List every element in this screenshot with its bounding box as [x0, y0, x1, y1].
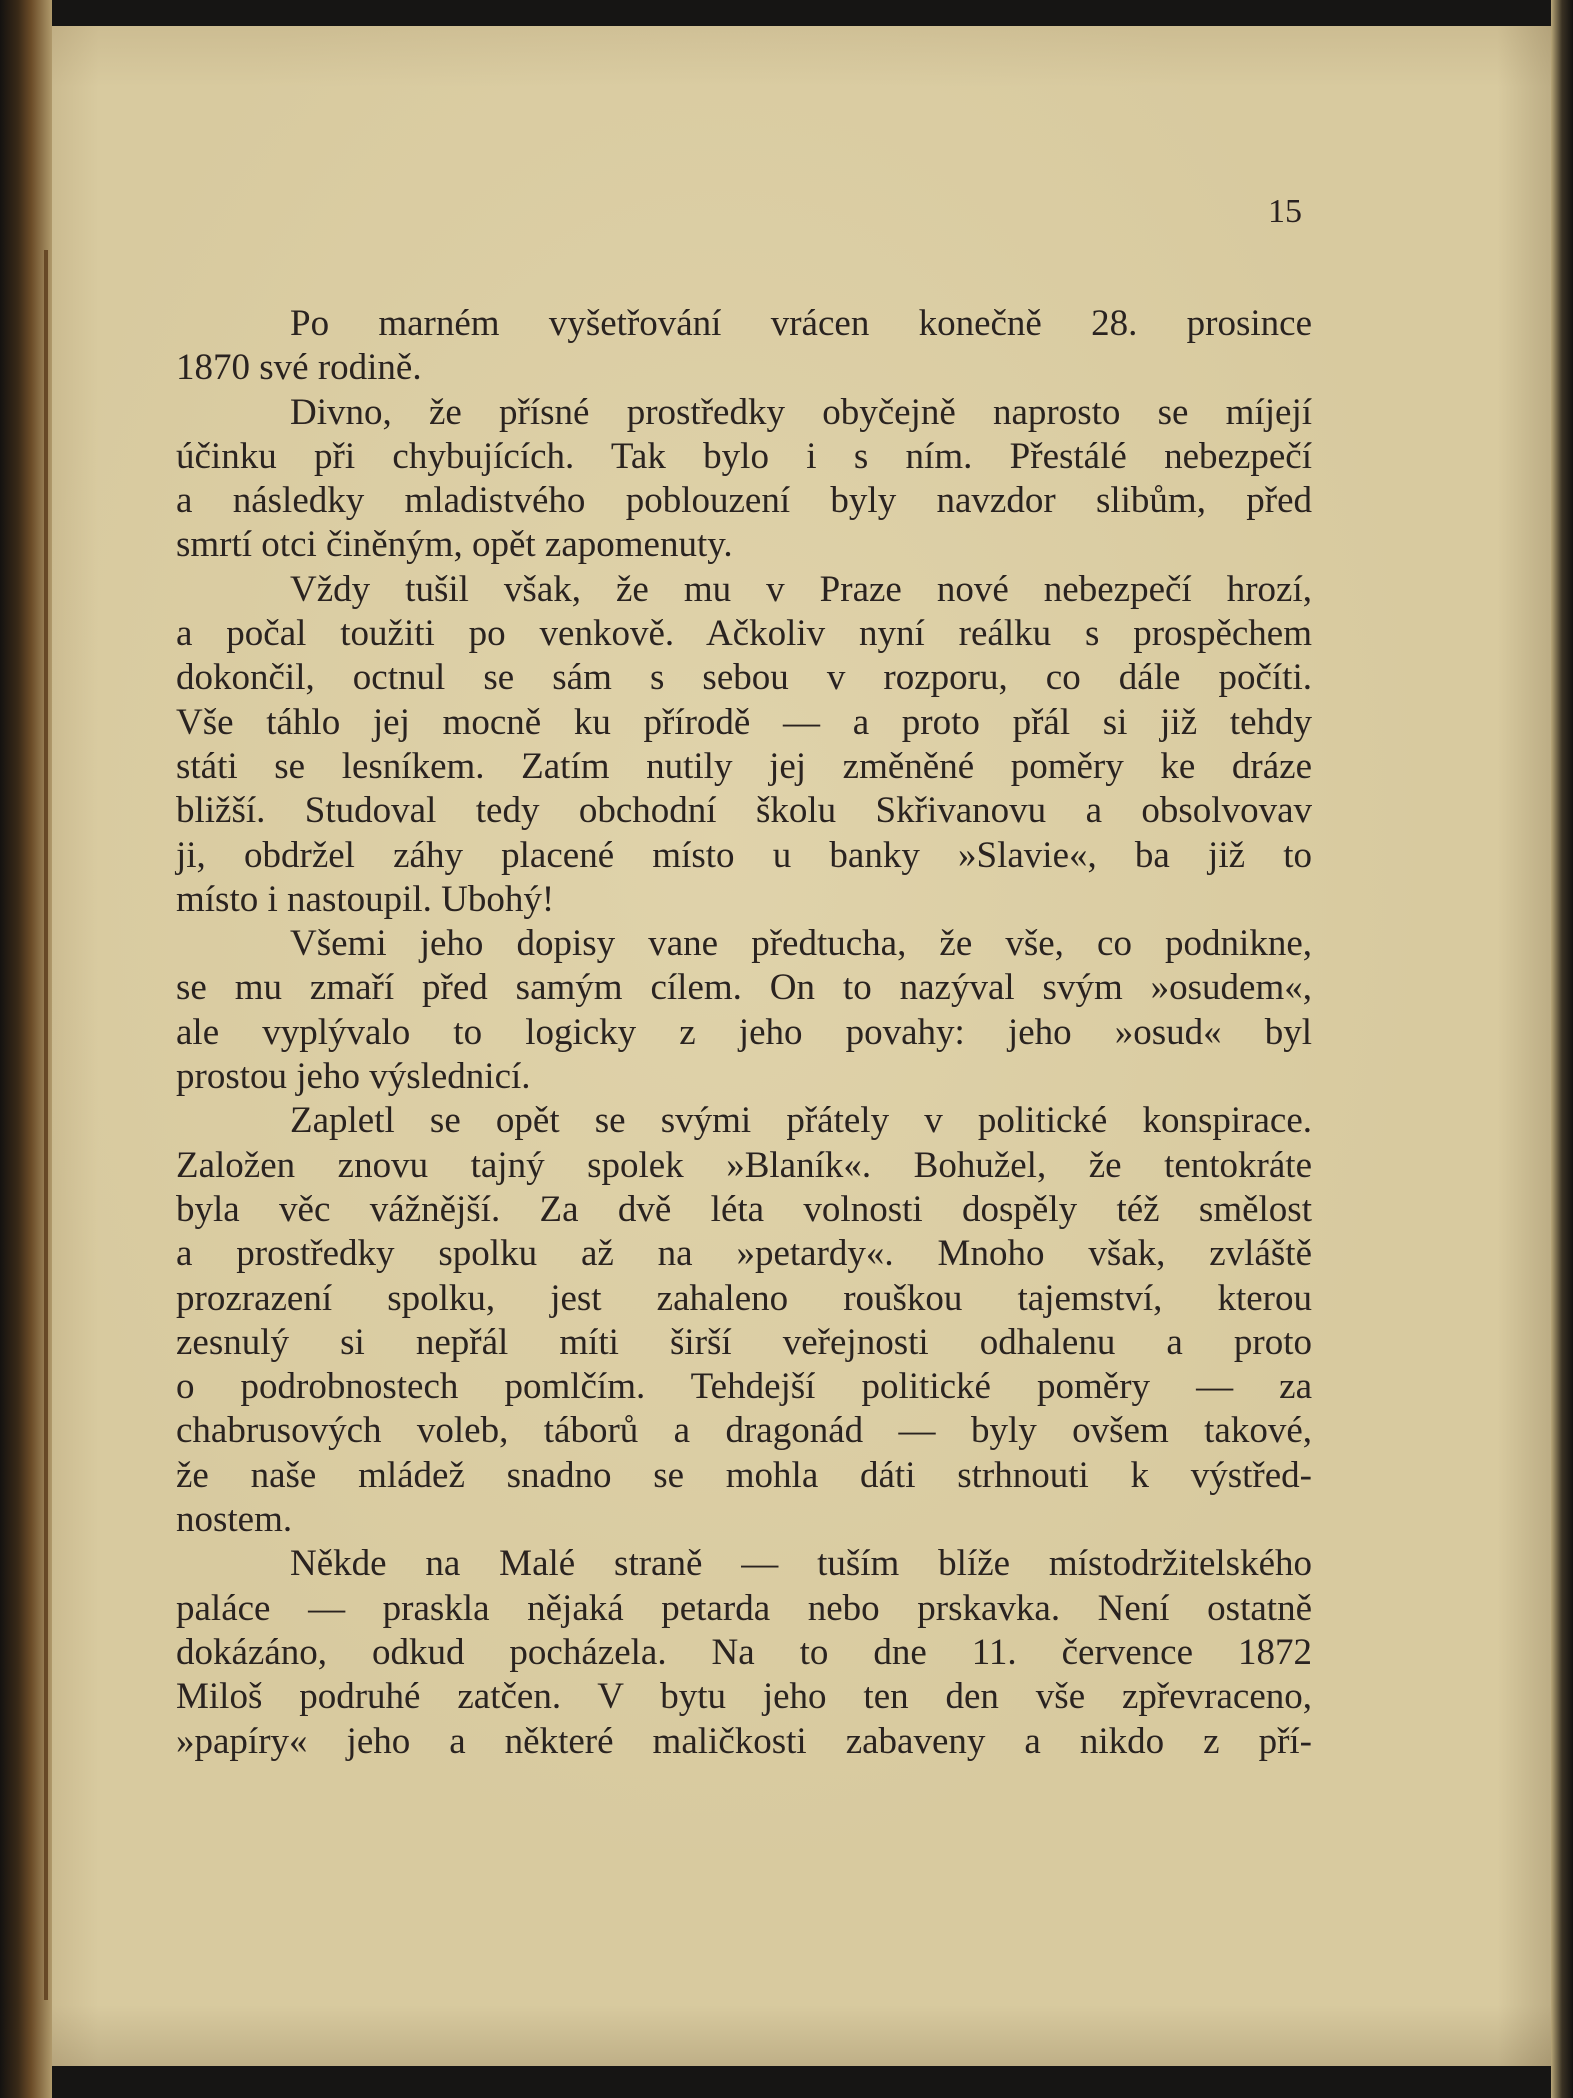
text-line: Někde na Malé straně — tuším blíže místodržitelského — [290, 1543, 1312, 1585]
text-line: a následky mladistvého poblouzení byly navzdor slibům, před — [176, 480, 1312, 522]
text-line: Založen znovu tajný spolek »Blaník«. Bohužel, že tentokráte — [176, 1144, 1312, 1186]
text-line: Divno, že přísné prostředky obyčejně naprosto se míjejí — [290, 391, 1312, 433]
text-line: nostem. — [176, 1499, 293, 1541]
text-line: dokončil, octnul se sám s sebou v rozporu, co dále počíti. — [176, 657, 1312, 699]
text-line: »papíry« jeho a některé maličkosti zabaveny a nikdo z pří- — [176, 1720, 1312, 1762]
text-line: chabrusových voleb, táborů a dragonád — byly ovšem takové, — [176, 1410, 1312, 1452]
text-line: paláce — praskla nějaká petarda nebo prskavka. Není ostatně — [176, 1587, 1312, 1629]
page-number: 15 — [1268, 193, 1302, 230]
text-line: Po marném vyšetřování vrácen konečně 28. prosince — [290, 303, 1312, 344]
text-line: Zapletl se opět se svými přátely v politické konspirace. — [290, 1100, 1312, 1142]
text-line: ji, obdržel záhy placené místo u banky »Slavie«, ba již to — [176, 834, 1312, 876]
page-right-edge — [1551, 0, 1573, 2098]
text-line: smrtí otci činěným, opět zapomenuty. — [176, 524, 733, 566]
text-line: zesnulý si nepřál míti širší veřejnosti odhalenu a proto — [176, 1321, 1312, 1363]
text-line: ale vyplývalo to logicky z jeho povahy: jeho »osud« byl — [176, 1011, 1312, 1053]
text-line: a prostředky spolku až na »petardy«. Mnoho však, zvláště — [176, 1233, 1312, 1275]
text-line: 1870 své rodině. — [176, 347, 422, 389]
text-line: a počal toužiti po venkově. Ačkoliv nyní reálku s prospěchem — [176, 613, 1312, 655]
text-line: Vždy tušil však, že mu v Praze nové nebezpečí hrozí, — [290, 568, 1312, 610]
text-line: dokázáno, odkud pocházela. Na to dne 11. července 1872 — [176, 1631, 1312, 1673]
text-line: prozrazení spolku, jest zahaleno rouškou tajemství, kterou — [176, 1277, 1312, 1319]
text-line: se mu zmaří před samým cílem. On to nazýval svým »osudem«, — [176, 967, 1312, 1009]
text-line: státi se lesníkem. Zatím nutily jej změněné poměry ke dráze — [176, 745, 1312, 787]
text-line: že naše mládež snadno se mohla dáti strhnouti k výstřed- — [176, 1454, 1312, 1496]
text-line: místo i nastoupil. Ubohý! — [176, 878, 555, 920]
text-line: o podrobnostech pomlčím. Tehdejší politické poměry — za — [176, 1366, 1312, 1408]
text-line: prostou jeho výslednicí. — [176, 1056, 531, 1098]
text-line: bližší. Studoval tedy obchodní školu Skřivanovu a obsolvovav — [176, 790, 1312, 832]
page-binding-line — [44, 250, 48, 2000]
text-line: byla věc vážnější. Za dvě léta volnosti dospěly též smělost — [176, 1188, 1312, 1230]
text-line: Miloš podruhé zatčen. V bytu jeho ten den vše zpřevraceno, — [176, 1676, 1312, 1718]
text-line: účinku při chybujících. Tak bylo i s ním. Přestálé nebezpečí — [176, 435, 1312, 477]
text-line: Všemi jeho dopisy vane předtucha, že vše, co podnikne, — [290, 923, 1312, 965]
body-text — [176, 302, 1312, 1764]
text-line: Vše táhlo jej mocně ku přírodě — a proto přál si již tehdy — [176, 701, 1312, 743]
